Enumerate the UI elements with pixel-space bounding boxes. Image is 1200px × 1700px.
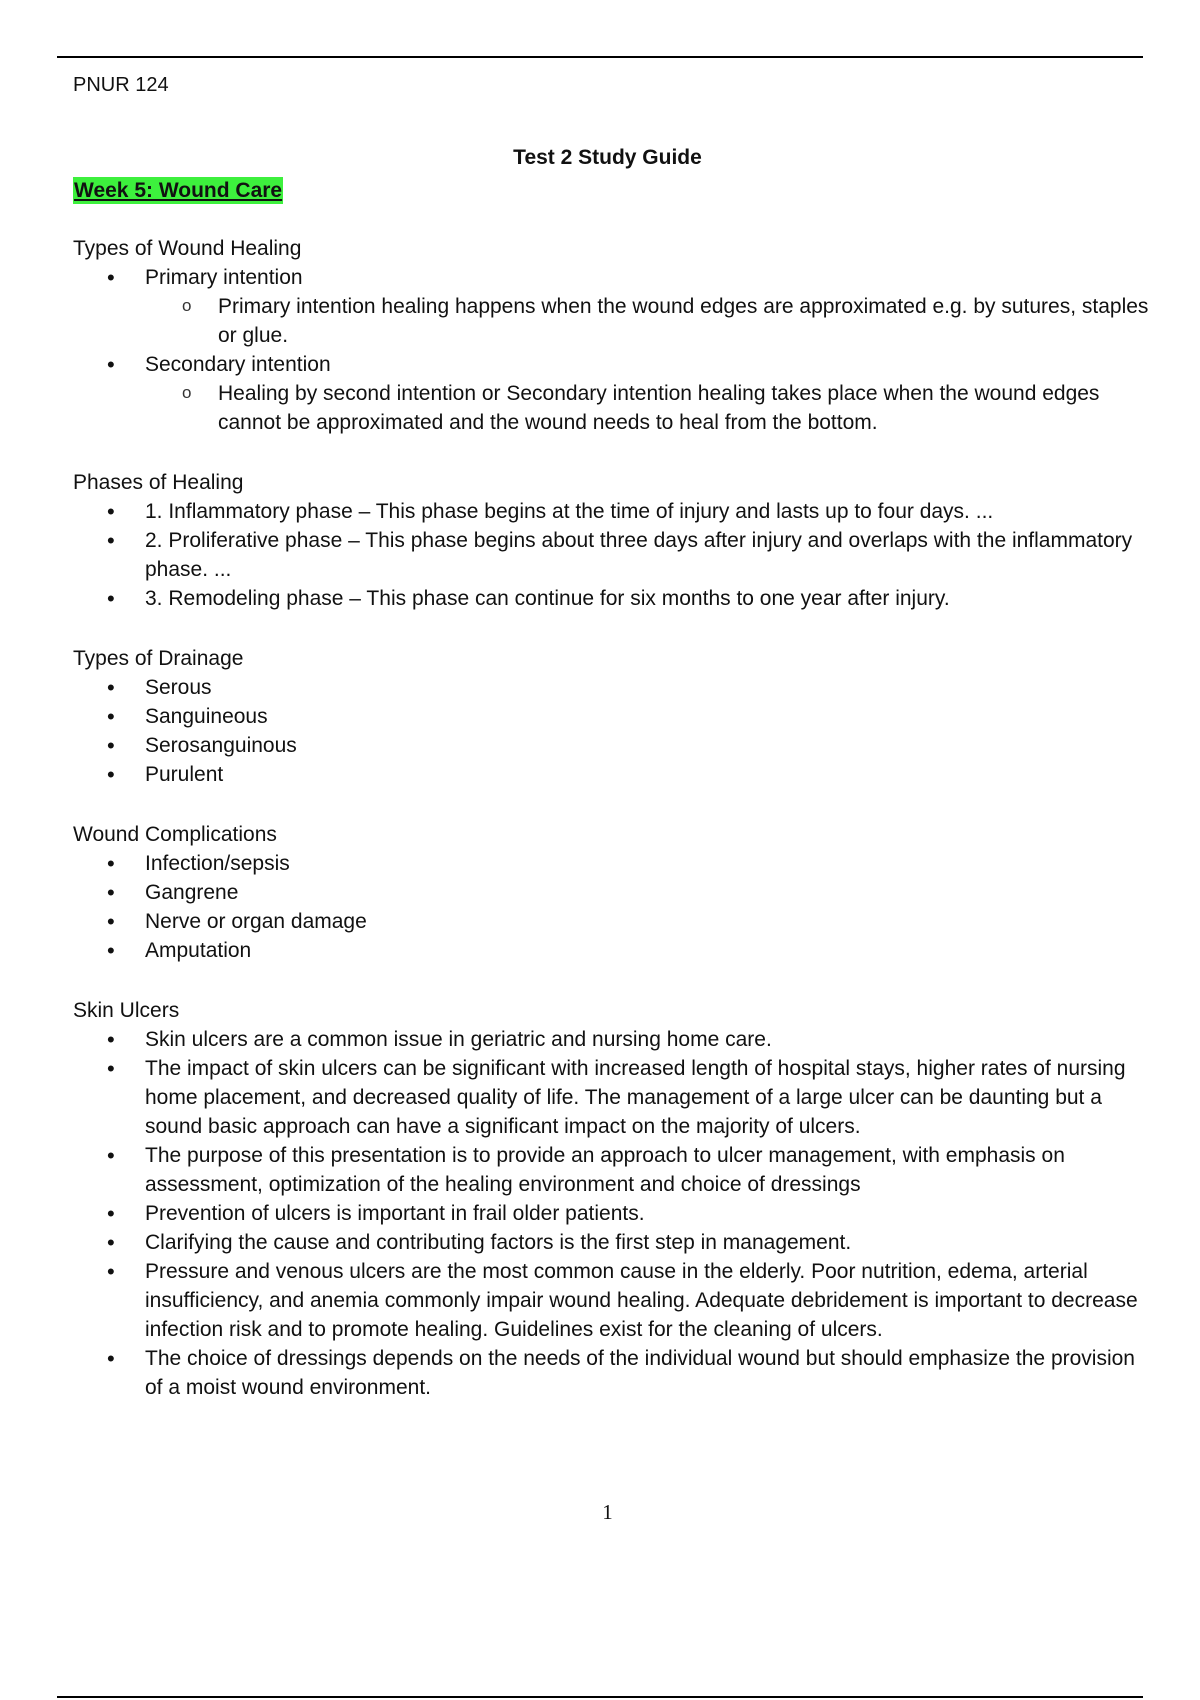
header-rule xyxy=(57,56,1143,58)
section-heading: Wound Complications xyxy=(73,823,277,846)
document-title: Test 2 Study Guide xyxy=(513,146,702,169)
bullet-list xyxy=(73,263,1153,292)
section-heading: Phases of Healing xyxy=(73,471,244,494)
list-item: • Serosanguinous xyxy=(73,731,1153,760)
bullet-list xyxy=(73,673,1153,789)
list-item: • Pressure and venous ulcers are the most common cause in the elderly. Poor nutrition, edema, arterial insufficiency, and anemia commonly impair wound healing. Adequate debridement is important to decrease infection risk and to promote healing. Guidelines exist for the cleaning of ulcers. xyxy=(73,1257,1153,1344)
page-number: 1 xyxy=(602,1500,613,1524)
list-item: • Skin ulcers are a common issue in geriatric and nursing home care. xyxy=(73,1025,1153,1054)
sub-bullet-list xyxy=(73,292,1153,350)
section-heading: Types of Wound Healing xyxy=(73,237,302,260)
list-item: • The choice of dressings depends on the needs of the individual wound but should emphasize the provision of a moist wound environment. xyxy=(73,1344,1153,1402)
list-item: • 1. Inflammatory phase – This phase begins at the time of injury and lasts up to four days. ... xyxy=(73,497,1153,526)
list-item: • The impact of skin ulcers can be significant with increased length of hospital stays, higher rates of nursing home placement, and decreased quality of life. The management of a large ulcer can be daunting but a sound basic approach can have a significant impact on the majority of ulcers. xyxy=(73,1054,1153,1141)
section-heading: Skin Ulcers xyxy=(73,999,180,1022)
list-item: • 3. Remodeling phase – This phase can continue for six months to one year after injury. xyxy=(73,584,1153,613)
week-heading: Week 5: Wound Care xyxy=(74,179,283,202)
document-body xyxy=(73,234,1153,1433)
section-drainage xyxy=(73,644,1153,789)
list-item: • The purpose of this presentation is to provide an approach to ulcer management, with emphasis on assessment, optimization of the healing environment and choice of dressings xyxy=(73,1141,1153,1199)
list-item: • Amputation xyxy=(73,936,1153,965)
list-item xyxy=(73,350,1153,379)
list-item: • Gangrene xyxy=(73,878,1153,907)
section-healing-types xyxy=(73,234,1153,437)
sub-bullet-list xyxy=(73,379,1153,437)
bullet-list xyxy=(73,497,1153,613)
course-code: PNUR 124 xyxy=(73,74,169,96)
sub-list-item xyxy=(73,292,1153,350)
bullet-list xyxy=(73,849,1153,965)
footer-rule xyxy=(57,1696,1143,1698)
list-item: • 2. Proliferative phase – This phase begins about three days after injury and overlaps with the inflammatory phase. ... xyxy=(73,526,1153,584)
list-item: • Serous xyxy=(73,673,1153,702)
list-item-text: Secondary intention xyxy=(145,353,331,376)
list-item: • Infection/sepsis xyxy=(73,849,1153,878)
list-item: • Prevention of ulcers is important in frail older patients. xyxy=(73,1199,1153,1228)
section-phases xyxy=(73,468,1153,613)
section-heading: Types of Drainage xyxy=(73,647,244,670)
list-item: • Nerve or organ damage xyxy=(73,907,1153,936)
list-item xyxy=(73,263,1153,292)
list-item-text: Primary intention xyxy=(145,266,303,289)
sub-list-item-text: o Healing by second intention or Secondary intention healing takes place when the wound edges cannot be approximated and the wound needs to heal from the bottom. xyxy=(218,382,1100,434)
list-item: • Sanguineous xyxy=(73,702,1153,731)
section-complications xyxy=(73,820,1153,965)
list-item: • Purulent xyxy=(73,760,1153,789)
section-ulcers xyxy=(73,996,1153,1402)
sub-list-item xyxy=(73,379,1153,437)
bullet-list xyxy=(73,1025,1153,1402)
list-item: • Clarifying the cause and contributing factors is the first step in management. xyxy=(73,1228,1153,1257)
sub-list-item-text: o Primary intention healing happens when the wound edges are approximated e.g. by sutures, staples or glue. xyxy=(218,295,1149,347)
bullet-list xyxy=(73,350,1153,379)
